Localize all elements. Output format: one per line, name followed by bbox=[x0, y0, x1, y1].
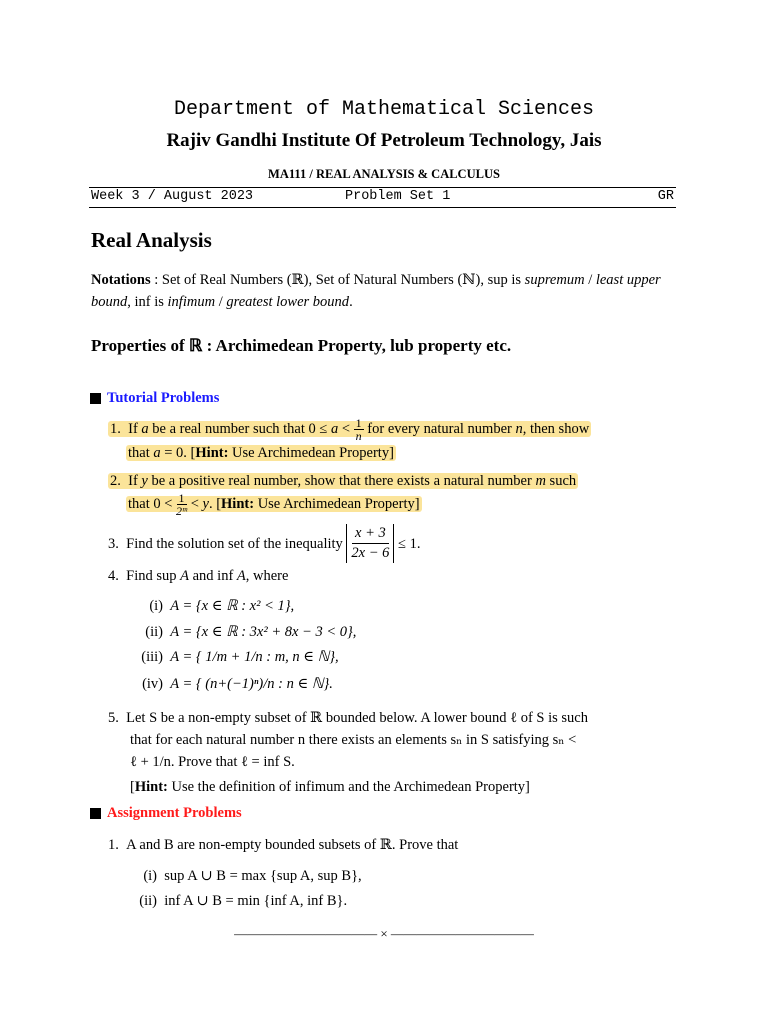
sup-definition: supremum bbox=[524, 272, 585, 288]
p1-text-d: for every natural number bbox=[363, 420, 516, 437]
sub-label: (ii) bbox=[139, 893, 157, 909]
problem-2-line-2 bbox=[126, 491, 422, 518]
assignment-problem-1 bbox=[108, 834, 680, 856]
p2-var-y: y bbox=[141, 473, 148, 489]
hint-label: Hint: bbox=[195, 445, 229, 461]
a1-sub-i bbox=[131, 868, 362, 885]
sub-expression: A = { (n+(−1)ⁿ)/n : n ∈ ℕ}. bbox=[170, 676, 333, 692]
sub-expression: A = {x ∈ ℝ : x² < 1}, bbox=[170, 598, 295, 614]
notations-text-2: , inf is bbox=[127, 294, 168, 310]
inf-definition: infimum bbox=[167, 294, 216, 310]
sub-expression: sup A ∪ B = max {sup A, sup B}, bbox=[164, 868, 362, 884]
week-label: Week 3 / August 2023 bbox=[91, 189, 254, 204]
notations-label: Notations bbox=[91, 272, 151, 288]
p1-var-a: a bbox=[141, 420, 149, 437]
hint-label: Hint: bbox=[134, 779, 168, 795]
p4-var-a2: A bbox=[236, 568, 246, 584]
notations-sep-2: / bbox=[215, 294, 227, 310]
sub-expression: inf A ∪ B = min {inf A, inf B}. bbox=[164, 893, 348, 909]
p1-l2-b: = 0. [ bbox=[160, 445, 196, 461]
department-title: Department of Mathematical Sciences bbox=[173, 98, 595, 121]
problem-2-line-1 bbox=[108, 473, 578, 489]
sub-label: (iv) bbox=[142, 676, 163, 692]
p2-l2-a: that 0 < bbox=[128, 495, 177, 512]
problem-number: 1. bbox=[108, 837, 119, 853]
p2-var-m: m bbox=[535, 473, 546, 489]
fraction-denominator: 2ᵐ bbox=[176, 504, 188, 518]
fraction-numerator: 1 bbox=[355, 416, 362, 430]
tutorial-heading-label: Tutorial Problems bbox=[107, 390, 220, 406]
notations-paragraph bbox=[91, 269, 679, 313]
a1-text: A and B are non-empty bounded subsets of ℝ. Prove that bbox=[126, 837, 459, 853]
lub-definition: least upper bound bbox=[91, 272, 661, 310]
p3-text: Find the solution set of the inequality bbox=[126, 535, 343, 552]
p2-fraction bbox=[176, 492, 187, 517]
course-code: MA111 / REAL ANALYSIS & CALCULUS bbox=[268, 167, 500, 181]
p2-l2-var: y bbox=[202, 495, 209, 512]
tutorial-problem-2 bbox=[108, 470, 680, 517]
problem-number: 1. bbox=[110, 420, 121, 437]
fraction-denominator: 2x − 6 bbox=[351, 545, 390, 561]
assignment-heading-label: Assignment Problems bbox=[107, 805, 242, 821]
hint-label: Hint: bbox=[221, 495, 255, 512]
p4-sub-iii bbox=[131, 649, 339, 666]
header-rule-top bbox=[89, 187, 676, 188]
p2-text-b: be a positive real number, show that there exists a natural number bbox=[147, 473, 536, 489]
p3-end: ≤ 1. bbox=[398, 535, 421, 552]
p1-text-c: < bbox=[338, 420, 354, 437]
notations-sep: / bbox=[584, 272, 596, 288]
problem-set-label: Problem Set 1 bbox=[345, 189, 451, 204]
p1-l2-a: that bbox=[128, 445, 154, 461]
sub-label: (ii) bbox=[145, 624, 163, 640]
sub-expression: A = {x ∈ ℝ : 3x² + 8x − 3 < 0}, bbox=[170, 624, 357, 640]
tutorial-problem-3 bbox=[108, 524, 680, 563]
bullet-square-icon bbox=[90, 808, 101, 819]
p5-hint: [Hint: Use the definition of infimum and the Archimedean Property] bbox=[130, 779, 530, 795]
p1-l2-c: Use Archimedean Property] bbox=[228, 445, 394, 461]
fraction-denominator: n bbox=[355, 429, 362, 443]
p4-sub-i bbox=[131, 598, 294, 615]
notations-text: : Set of Real Numbers (ℝ), Set of Natural Numbers (ℕ), sup is bbox=[150, 272, 525, 288]
bullet-square-icon bbox=[90, 393, 101, 404]
fraction-numerator: x + 3 bbox=[352, 524, 389, 544]
p1-fraction bbox=[354, 417, 364, 442]
problem-1-line-2 bbox=[126, 445, 396, 461]
sub-label: (i) bbox=[149, 598, 163, 614]
p1-text-a: If bbox=[128, 420, 142, 437]
p4-text-c: , where bbox=[245, 568, 289, 584]
section-subtitle: Properties of ℝ : Archimedean Property, lub property etc. bbox=[91, 336, 512, 355]
assignment-heading bbox=[90, 805, 242, 822]
footer-divider: ——————————— × ——————————— bbox=[234, 926, 534, 941]
institute-title: Rajiv Gandhi Institute Of Petroleum Technology, Jais bbox=[166, 130, 602, 151]
p4-text-b: and inf bbox=[188, 568, 237, 584]
problem-number: 5. bbox=[108, 710, 119, 726]
p2-text-a: If bbox=[128, 473, 142, 489]
p1-text-b: be a real number such that 0 ≤ bbox=[148, 420, 331, 437]
p5-line-3: ℓ + 1/n. Prove that ℓ = inf S. bbox=[130, 754, 295, 770]
problem-number: 4. bbox=[108, 568, 119, 584]
page-title: Real Analysis bbox=[91, 228, 212, 252]
p4-text-a: Find sup bbox=[126, 568, 181, 584]
header-meta-row bbox=[91, 189, 674, 204]
a1-sub-ii bbox=[131, 893, 347, 910]
p1-l2-var: a bbox=[153, 445, 161, 461]
initials-label: GR bbox=[657, 189, 674, 204]
problem-1-line-1 bbox=[108, 416, 591, 443]
p3-fraction bbox=[351, 524, 389, 563]
p4-var-a: A bbox=[180, 568, 189, 584]
tutorial-heading bbox=[90, 390, 219, 407]
p2-text-c: such bbox=[545, 473, 577, 489]
tutorial-problem-5 bbox=[108, 707, 680, 773]
p4-sub-iv bbox=[131, 676, 333, 693]
sub-label: (i) bbox=[143, 868, 157, 884]
notations-end: . bbox=[349, 294, 353, 310]
glb-definition: greatest lower bound bbox=[226, 294, 350, 310]
problem-number: 3. bbox=[108, 535, 119, 552]
header-rule-bottom bbox=[89, 207, 676, 208]
p1-text-e: , then show bbox=[522, 420, 590, 437]
p5-line-2: that for each natural number n there exists an elements sₙ in S satisfying sₙ < bbox=[130, 732, 577, 748]
hint-text: Use the definition of infimum and the Archimedean Property] bbox=[167, 779, 530, 795]
p2-l2-d: Use Archimedean Property] bbox=[254, 495, 420, 512]
p4-sub-ii bbox=[131, 624, 356, 641]
p2-l2-c: . [ bbox=[208, 495, 222, 512]
p1-var-a2: a bbox=[330, 420, 339, 437]
tutorial-problem-1 bbox=[108, 417, 680, 464]
problem-number: 2. bbox=[110, 473, 121, 489]
sub-label: (iii) bbox=[141, 649, 163, 665]
sub-expression: A = { 1/m + 1/n : m, n ∈ ℕ}, bbox=[170, 649, 339, 665]
p1-var-n: n bbox=[515, 420, 523, 437]
absolute-value-expression bbox=[346, 524, 394, 563]
tutorial-problem-4 bbox=[108, 565, 680, 587]
p2-l2-b: < bbox=[187, 495, 203, 512]
p5-line-1: Let S be a non-empty subset of ℝ bounded below. A lower bound ℓ of S is such bbox=[126, 710, 588, 726]
fraction-numerator: 1 bbox=[178, 491, 185, 505]
